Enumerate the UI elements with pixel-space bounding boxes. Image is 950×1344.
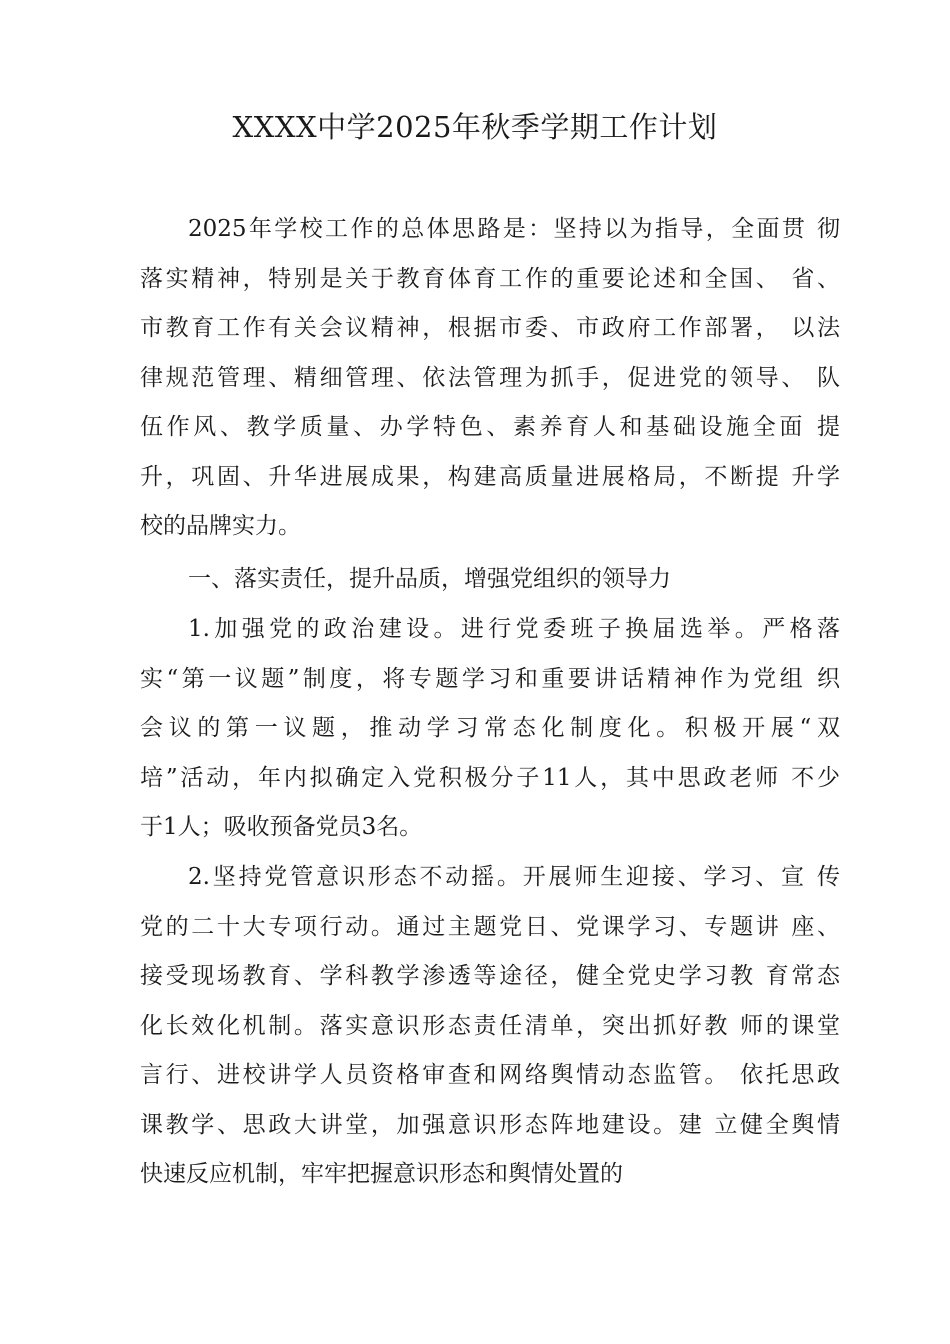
item-2-paragraph [140,853,840,1200]
paragraph-line: 会议的第一议题，推动学习常态化制度化。积极开展“双 [140,715,840,741]
paragraph-line: 化长效化机制。落实意识形态责任清单，突出抓好教 师的课堂 [140,1012,840,1039]
paragraph-line: 课教学、思政大讲堂，加强意识形态阵地建设。建 立健全舆情 [140,1111,840,1138]
paragraph-line: 校的品牌实力。 [140,513,301,539]
section-heading [140,555,840,605]
paragraph-line: 伍作风、教学质量、办学特色、素养育人和基础设施全面 提 [140,414,840,440]
section-heading-text: 一、落实责任，提升品质，增强党组织的领导力 [188,566,671,592]
paragraph-line: 接受现场教育、学科教学渗透等途径，健全党史学习教 育常态 [140,963,840,989]
paragraph-line: 言行、进校讲学人员资格审查和网络舆情动态监管。 依托思政 [140,1062,840,1088]
intro-paragraph [140,205,840,552]
paragraph-line: 实“第一议题”制度，将专题学习和重要讲话精神作为党组 织 [140,665,840,692]
paragraph-line: 培”活动，年内拟确定入党积极分子11人，其中思政老师 不少 [140,764,840,791]
paragraph-line: 2.坚持党管意识形态不动摇。开展师生迎接、学习、宣 传 [188,864,840,890]
paragraph-line: 律规范管理、精细管理、依法管理为抓手，促进党的领导、 队 [140,364,840,391]
paragraph-line: 党的二十大专项行动。通过主题党日、党课学习、专题讲 座、 [140,913,840,940]
paragraph-line: 2025年学校工作的总体思路是：坚持以为指导，全面贯 彻 [188,216,840,242]
paragraph-line: 于1人；吸收预备党员3名。 [140,814,423,840]
paragraph-line: 市教育工作有关会议精神，根据市委、市政府工作部署， 以法 [140,315,840,341]
item-1-paragraph [140,605,840,853]
paragraph-line: 1.加强党的政治建设。进行党委班子换届选举。严格落 [188,616,840,642]
paragraph-line: 落实精神，特别是关于教育体育工作的重要论述和全国、 省、 [140,265,840,292]
paragraph-line: 升，巩固、升华进展成果，构建高质量进展格局，不断提 升学 [140,463,840,490]
paragraph-line: 快速反应机制，牢牢把握意识形态和舆情处置的 [140,1161,623,1187]
document-title: XXXX中学2025年秋季学期工作计划 [232,110,718,144]
